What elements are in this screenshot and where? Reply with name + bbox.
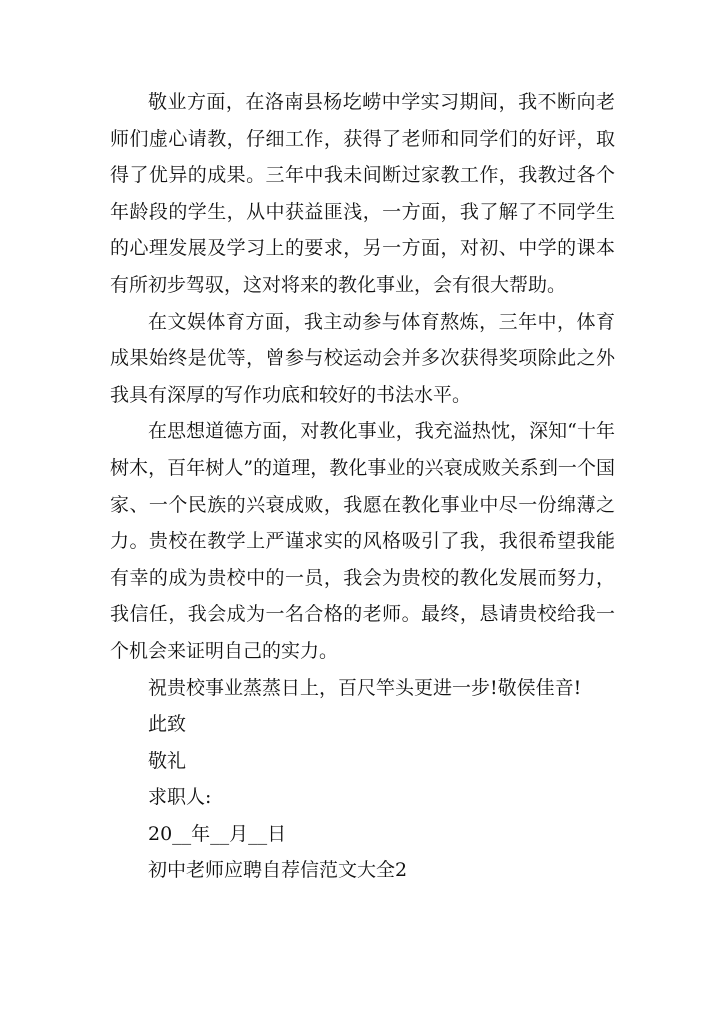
salutation-jingli: 敬礼	[148, 749, 187, 772]
applicant-label: 求职人:	[148, 786, 212, 809]
salutation-cizhi: 此致	[148, 713, 187, 736]
next-article-title: 初中老师应聘自荐信范文大全2	[148, 859, 408, 882]
letter-body	[110, 84, 615, 889]
paragraph-dedication: 敬业方面，在洛南县杨圪崂中学实习期间，我不断向老师们虚心请教，仔细工作，获得了老师和同学们的好评，取得了优异的成果。三年中我未间断过家教工作，我教过各个年龄段的学生，从中获益匪浅，一方面，我了解了不同学生的心理发展及学习上的要求，另一方面，对初、中学的课本有所初步驾驭，这对将来的教化事业，会有很大帮助。	[110, 91, 615, 296]
date-line: 20__年__月__日	[148, 822, 287, 845]
paragraph-morality: 在思想道德方面，对教化事业，我充溢热忱，深知“十年树木，百年树人”的道理，教化事业的兴衰成败关系到一个国家、一个民族的兴衰成败，我愿在教化事业中尽一份绵薄之力。贵校在教学上严谨求实的风格吸引了我，我很希望我能有幸的成为贵校中的一员，我会为贵校的教化发展而努力，我信任，我会成为一名合格的老师。最终，恳请贵校给我一个机会来证明自己的实力。	[110, 420, 615, 662]
paragraph-sports: 在文娱体育方面，我主动参与体育熬炼，三年中，体育成果始终是优等，曾参与校运动会并多次获得奖项除此之外我具有深厚的写作功底和较好的书法水平。	[110, 310, 615, 406]
closing-wish: 祝贵校事业蒸蒸日上，百尺竿头更进一步!敬侯佳音!	[148, 676, 582, 699]
